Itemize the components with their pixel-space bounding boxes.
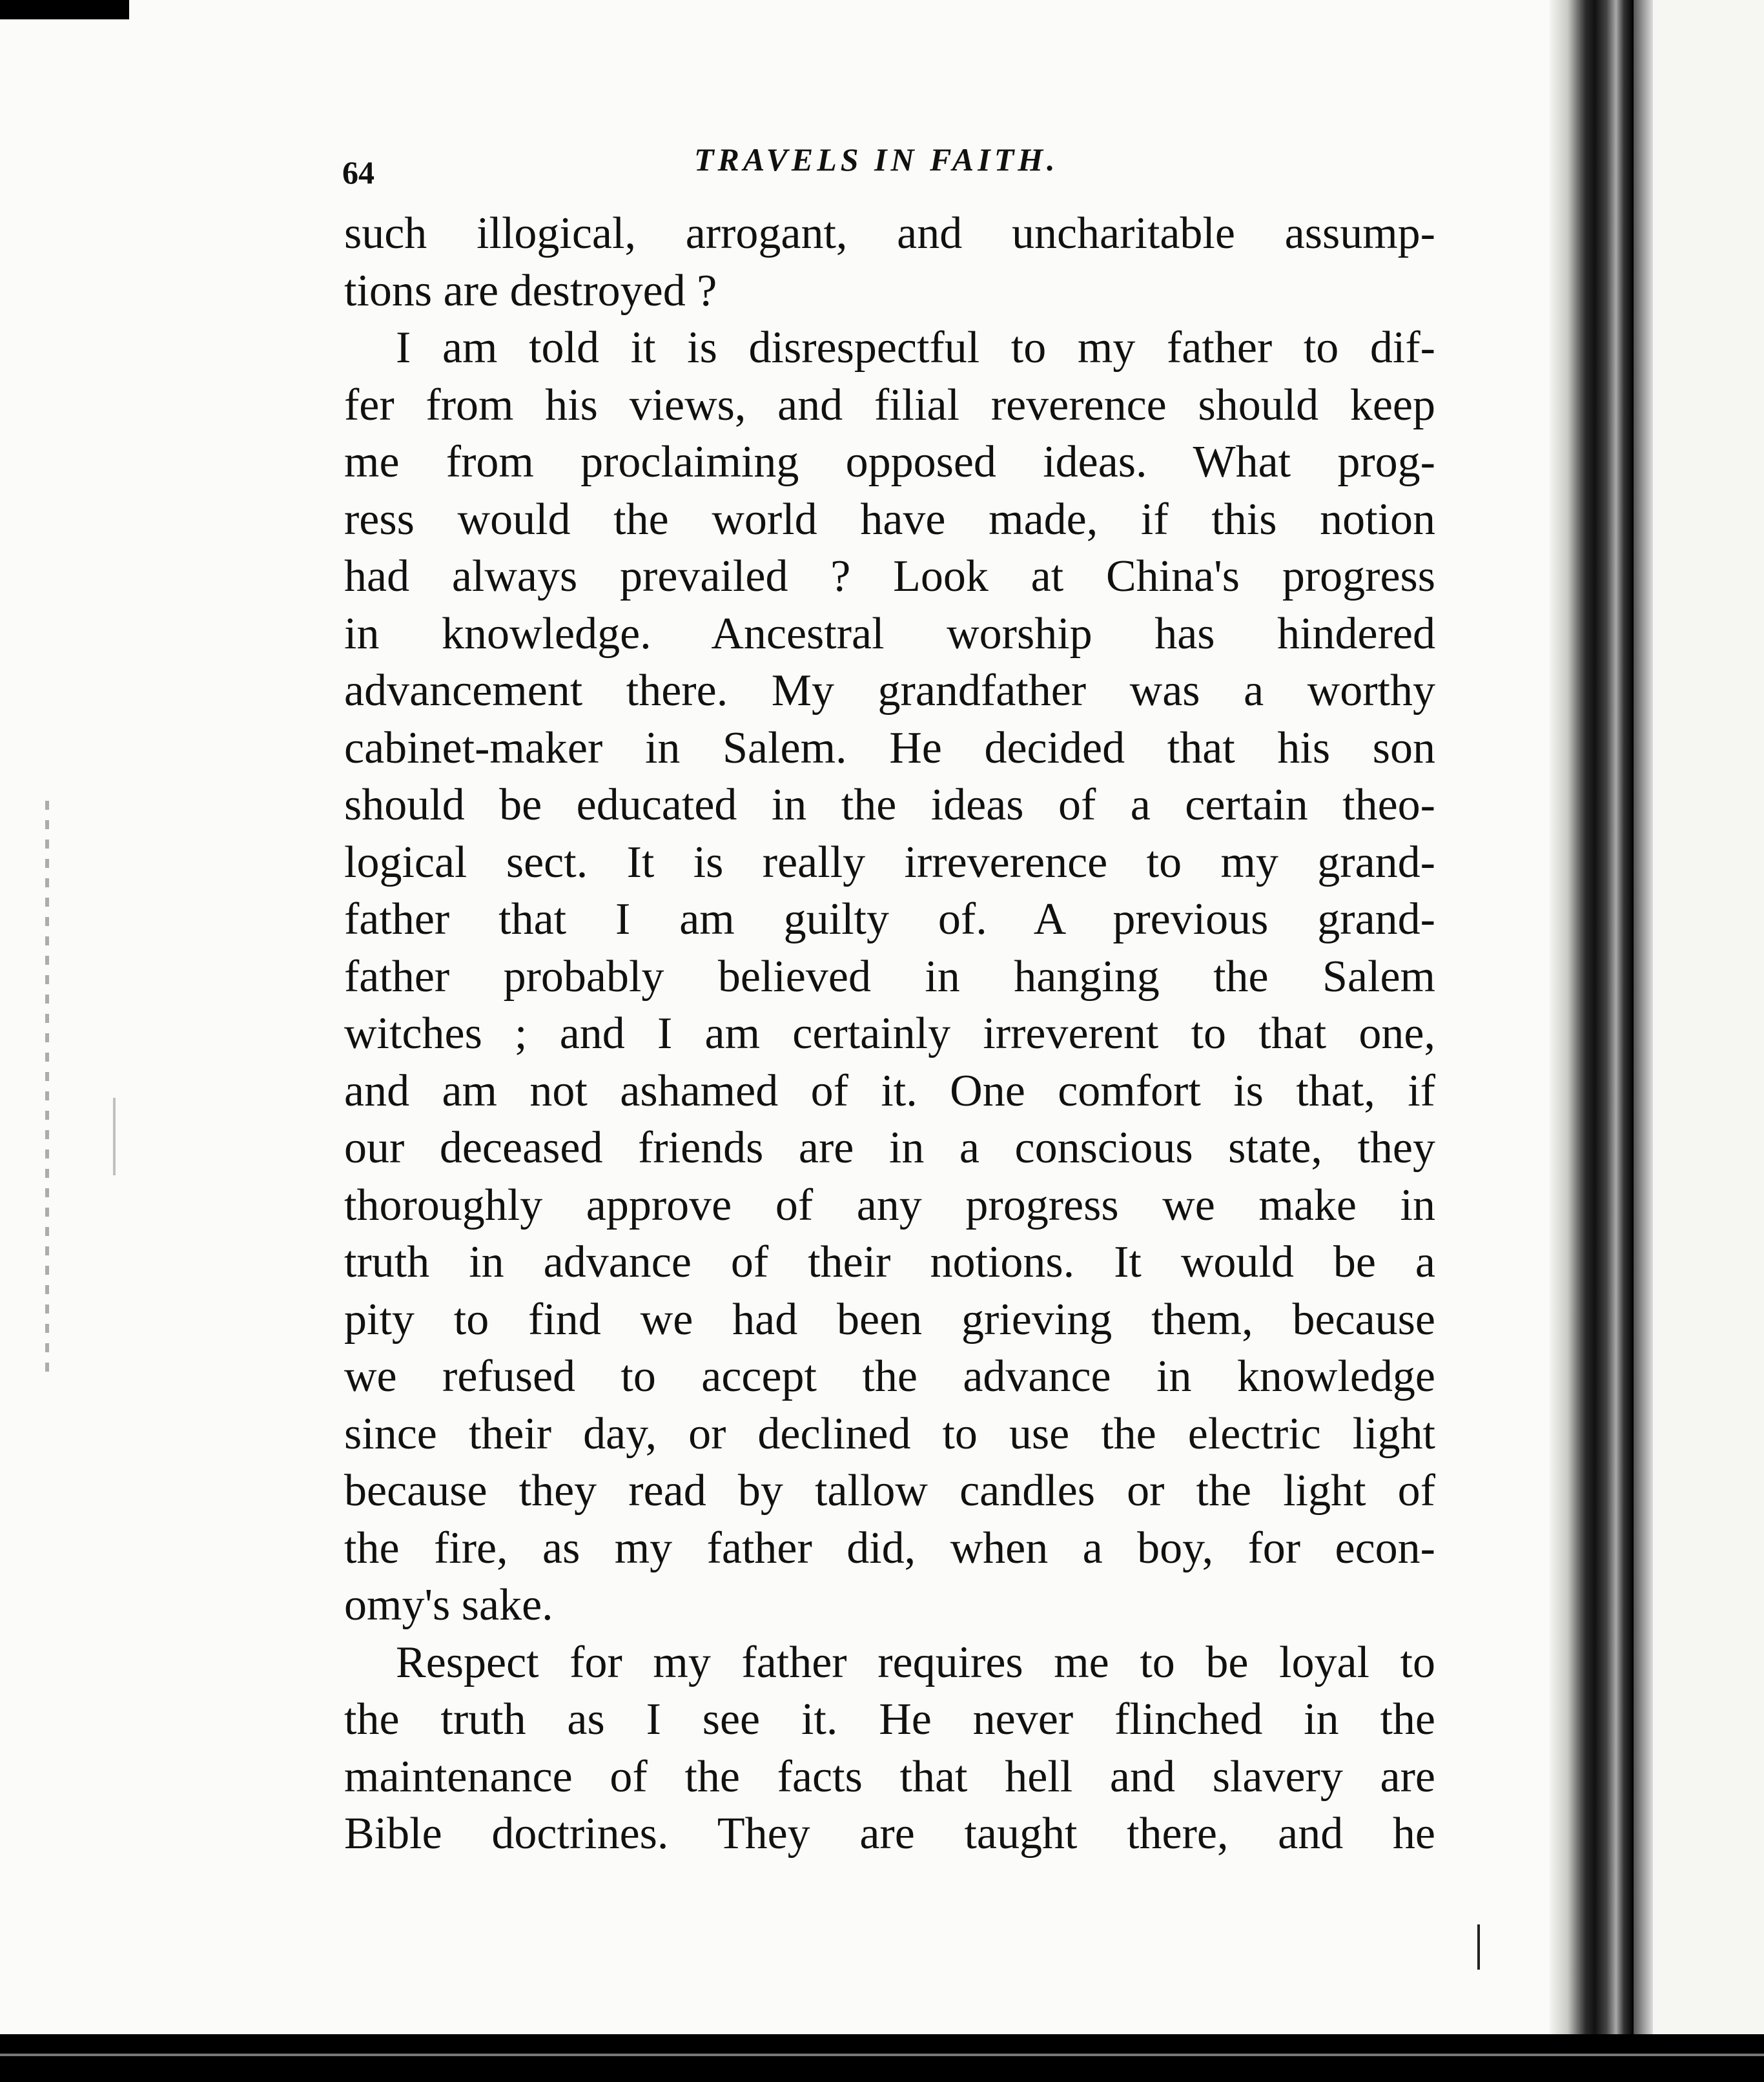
text-line: advancement there. My grandfather was a worthy	[344, 666, 1435, 716]
scan-bottom-rule	[0, 2054, 1764, 2056]
facing-page-edge	[1634, 0, 1653, 2034]
text-line: witches ; and I am certainly irreverent to that one,	[344, 1009, 1435, 1058]
text-line: Bible doctrines. They are taught there, and he	[344, 1809, 1435, 1859]
text-line: tions are destroyed ?	[344, 265, 717, 316]
text-line: our deceased friends are in a conscious state, they	[344, 1123, 1435, 1173]
text-line: maintenance of the facts that hell and slavery are	[344, 1751, 1435, 1802]
body-text	[344, 205, 1435, 1863]
text-line: pity to find we had been grieving them, because	[344, 1294, 1435, 1345]
book-spine	[1595, 0, 1634, 2082]
margin-mark-right	[1477, 1924, 1480, 1970]
text-line: fer from his views, and filial reverence should keep	[344, 380, 1435, 430]
facing-page	[1634, 0, 1764, 2034]
text-line: ress would the world have made, if this notion	[344, 494, 1435, 544]
page-number: 64	[342, 154, 374, 191]
text-line: truth in advance of their notions. It would be a	[344, 1237, 1435, 1287]
text-line: father probably believed in hanging the Salem	[344, 951, 1435, 1002]
text-line: because they read by tallow candles or the light of	[344, 1466, 1435, 1516]
text-line: we refused to accept the advance in knowledge	[344, 1352, 1435, 1401]
text-line: logical sect. It is really irreverence to my grand-	[344, 837, 1435, 887]
page-edge-shadow	[1550, 0, 1601, 2034]
text-line: had always prevailed ? Look at China's progress	[344, 551, 1435, 601]
text-line: in knowledge. Ancestral worship has hindered	[344, 608, 1435, 659]
text-line: the fire, as my father did, when a boy, for econ-	[344, 1523, 1435, 1573]
text-line: and am not ashamed of it. One comfort is that, if	[344, 1066, 1435, 1116]
scan-corner-shadow	[0, 0, 129, 19]
running-head	[342, 141, 1569, 192]
bleed-through-mark	[45, 801, 49, 1382]
scan-bottom-border	[0, 2034, 1764, 2082]
text-line: omy's sake.	[344, 1580, 553, 1630]
text-line: me from proclaiming opposed ideas. What prog-	[344, 437, 1435, 487]
text-line: thoroughly approve of any progress we make in	[344, 1180, 1435, 1230]
margin-mark	[113, 1098, 116, 1175]
paragraph-start-line: I am told it is disrespectful to my father to dif-	[396, 323, 1435, 373]
text-line: father that I am guilty of. A previous grand-	[344, 894, 1435, 944]
text-line: since their day, or declined to use the electric light	[344, 1408, 1435, 1459]
text-line: should be educated in the ideas of a certain theo-	[344, 780, 1435, 830]
paragraph-start-line: Respect for my father requires me to be loyal to	[396, 1637, 1435, 1687]
text-line: cabinet-maker in Salem. He decided that his son	[344, 723, 1435, 773]
text-line: such illogical, arrogant, and uncharitable assump-	[344, 209, 1435, 258]
text-line: the truth as I see it. He never flinched in the	[344, 1695, 1435, 1744]
running-title: TRAVELS IN FAITH.	[694, 141, 1059, 178]
